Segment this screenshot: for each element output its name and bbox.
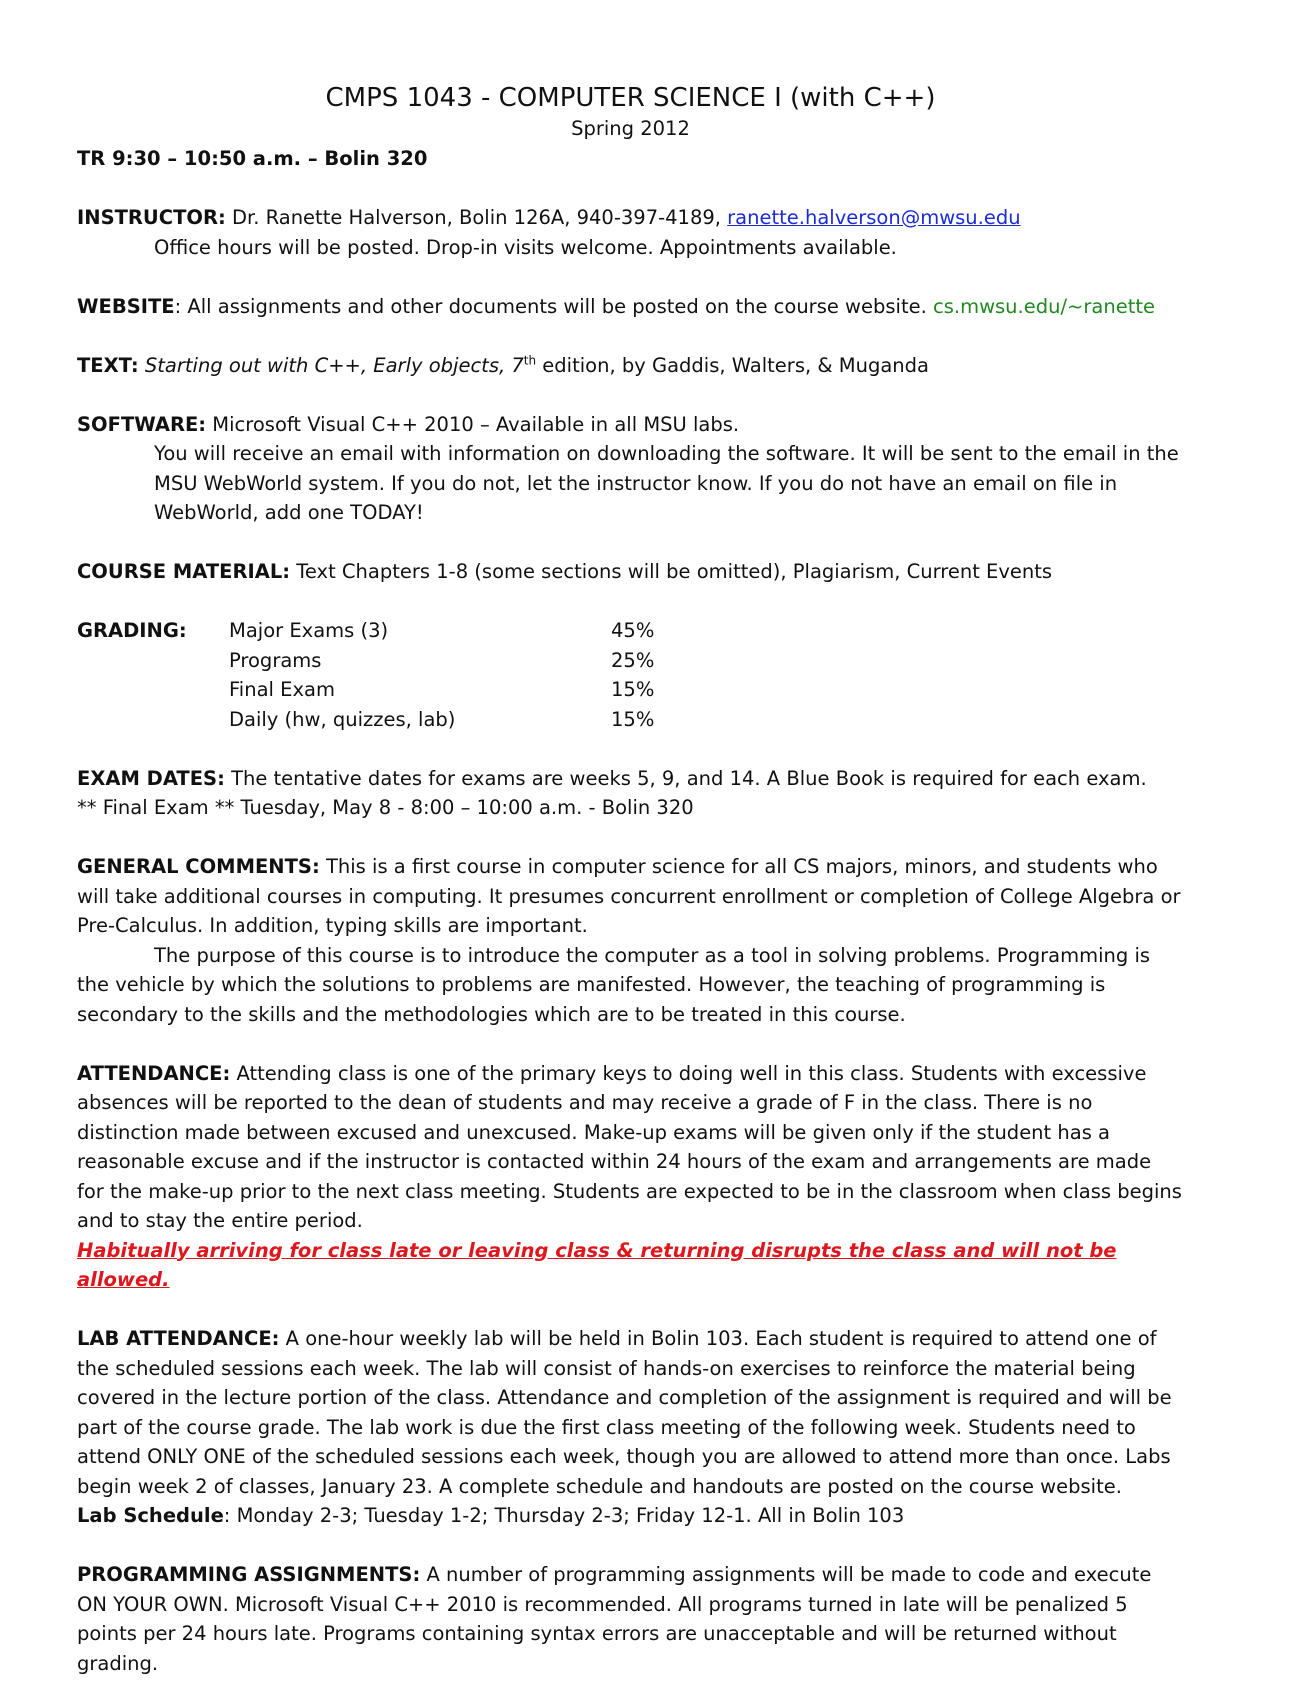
attendance-section — [77, 1059, 1184, 1295]
exam-dates-text: The tentative dates for exams are weeks 5, 9, and 14. A Blue Book is required for each exam. — [224, 766, 1147, 790]
grading-item-name: Major Exams (3) — [229, 619, 389, 642]
programming-label: PROGRAMMING ASSIGNMENTS: — [77, 1563, 421, 1586]
course-material-text: Text Chapters 1-8 (some sections will be omitted), Plagiarism, Current Events — [290, 560, 1053, 583]
general-comments-section — [77, 852, 1184, 1029]
software-label: SOFTWARE: — [77, 412, 207, 436]
website-section — [77, 292, 1184, 322]
grading-label: GRADING: — [77, 619, 187, 642]
grading-item-weight: 15% — [611, 707, 655, 731]
text-section — [77, 351, 1184, 381]
attendance-label: ATTENDANCE: — [77, 1061, 231, 1085]
website-text: : All assignments and other documents will be posted on the course website. — [174, 294, 933, 318]
software-text: Microsoft Visual C++ 2010 – Available in all MSU labs. — [206, 412, 740, 436]
grading-item-name: Programs — [229, 648, 322, 672]
attendance-warning: Habitually arriving for class late or leaving class & returning disrupts the class and will not be allowed. — [77, 1238, 1117, 1291]
exam-dates-label: EXAM DATES: — [77, 766, 225, 790]
textbook-edition-sup: th — [523, 353, 537, 367]
general-comments-label: GENERAL COMMENTS: — [77, 855, 320, 878]
grading-item-weight: 45% — [611, 619, 655, 642]
general-comments-text: This is a first course in computer science for all CS majors, minors, and students who will take additional courses in computing. It presumes concurrent enrollment or completion of College Algebra or Pre-Calculus. In addition, typing skills are important. — [77, 855, 1181, 937]
instructor-info: Dr. Ranette Halverson, Bolin 126A, 940-397-4189, — [225, 206, 728, 229]
lab-attendance-section — [77, 1324, 1184, 1531]
grading-item-weight: 25% — [611, 648, 655, 672]
lab-schedule-text: : Monday 2-3; Tuesday 1-2; Thursday 2-3; Friday 12-1. All in Bolin 103 — [223, 1504, 905, 1527]
grading-item-name: Daily (hw, quizzes, lab) — [229, 707, 456, 731]
lab-attendance-text: A one-hour weekly lab will be held in Bolin 103. Each student is required to attend one of the scheduled sessions each week. The lab will consist of hands-on exercises to reinforce the material being covered in the lecture portion of the class. Attendance and completion of the assignment is required and will be part of the course grade. The lab work is due the first class meeting of the following week. Students need to attend ONLY ONE of the scheduled sessions each week, though you are allowed to attend more than once. Labs begin week 2 of classes, January 23. A complete schedule and handouts are posted on the course website. — [77, 1327, 1172, 1498]
attendance-text: Attending class is one of the primary keys to doing well in this class. Students with excessive absences will be reported to the dean of students and may receive a grade of F in the class. There is no distinction made between excused and unexcused. Make-up exams will be given only if the student has a reasonable excuse and if the instructor is contacted within 24 hours of the exam and arrangements are made for the make-up prior to the next class meeting. Students are expected to be in the classroom when class begins and to stay the entire period. — [77, 1061, 1182, 1232]
website-label: WEBSITE — [77, 294, 175, 318]
software-detail: You will receive an email with information on downloading the software. It will be sent to the email in the MSU WebWorld system. If you do not, let the instructor know. If you do not have an email on file in WebWorld, add one TODAY! — [154, 442, 1179, 524]
textbook-title: Starting out with C++, Early objects, 7 — [144, 353, 524, 377]
programming-text: A number of programming assignments will be made to code and execute ON YOUR OWN. Microsoft Visual C++ 2010 is recommended. All programs turned in late will be penalized 5 points per 24 hours late. Programs containing syntax errors are unacceptable and will be returned without grading. — [77, 1563, 1152, 1675]
course-material-label: COURSE MATERIAL: — [77, 560, 291, 583]
office-hours: Office hours will be posted. Drop-in visits welcome. Appointments available. — [154, 235, 897, 259]
textbook-authors: edition, by Gaddis, Walters, & Muganda — [536, 353, 929, 377]
final-exam-date: ** Final Exam ** Tuesday, May 8 - 8:00 – 10:00 a.m. - Bolin 320 — [77, 796, 694, 819]
instructor-label: INSTRUCTOR: — [77, 206, 226, 229]
text-label: TEXT: — [77, 353, 139, 377]
lab-schedule-label: Lab Schedule — [77, 1504, 224, 1527]
exam-dates-section — [77, 764, 1184, 823]
instructor-email-link[interactable]: ranette.halverson@mwsu.edu — [727, 206, 1021, 229]
programming-assignments-section — [77, 1560, 1184, 1678]
lab-attendance-label: LAB ATTENDANCE: — [77, 1327, 280, 1350]
website-url-link[interactable]: cs.mwsu.edu/~ranette — [933, 294, 1155, 318]
meeting-time: TR 9:30 – 10:50 a.m. – Bolin 320 — [77, 147, 428, 170]
grading-section — [77, 616, 1184, 734]
instructor-section — [77, 203, 1184, 262]
grading-item-name: Final Exam — [229, 678, 335, 701]
course-material-section — [77, 557, 1184, 587]
course-title: CMPS 1043 - COMPUTER SCIENCE I (with C++) — [325, 83, 936, 113]
grading-item-weight: 15% — [611, 678, 655, 701]
course-purpose: The purpose of this course is to introduce the computer as a tool in solving problems. Programming is the vehicle by which the solutions to problems are manifested. However, the teaching of programming is secondary to the skills and the methodologies which are to be treated in this course. — [77, 943, 1151, 1026]
course-term: Spring 2012 — [571, 117, 690, 140]
software-section — [77, 410, 1184, 528]
